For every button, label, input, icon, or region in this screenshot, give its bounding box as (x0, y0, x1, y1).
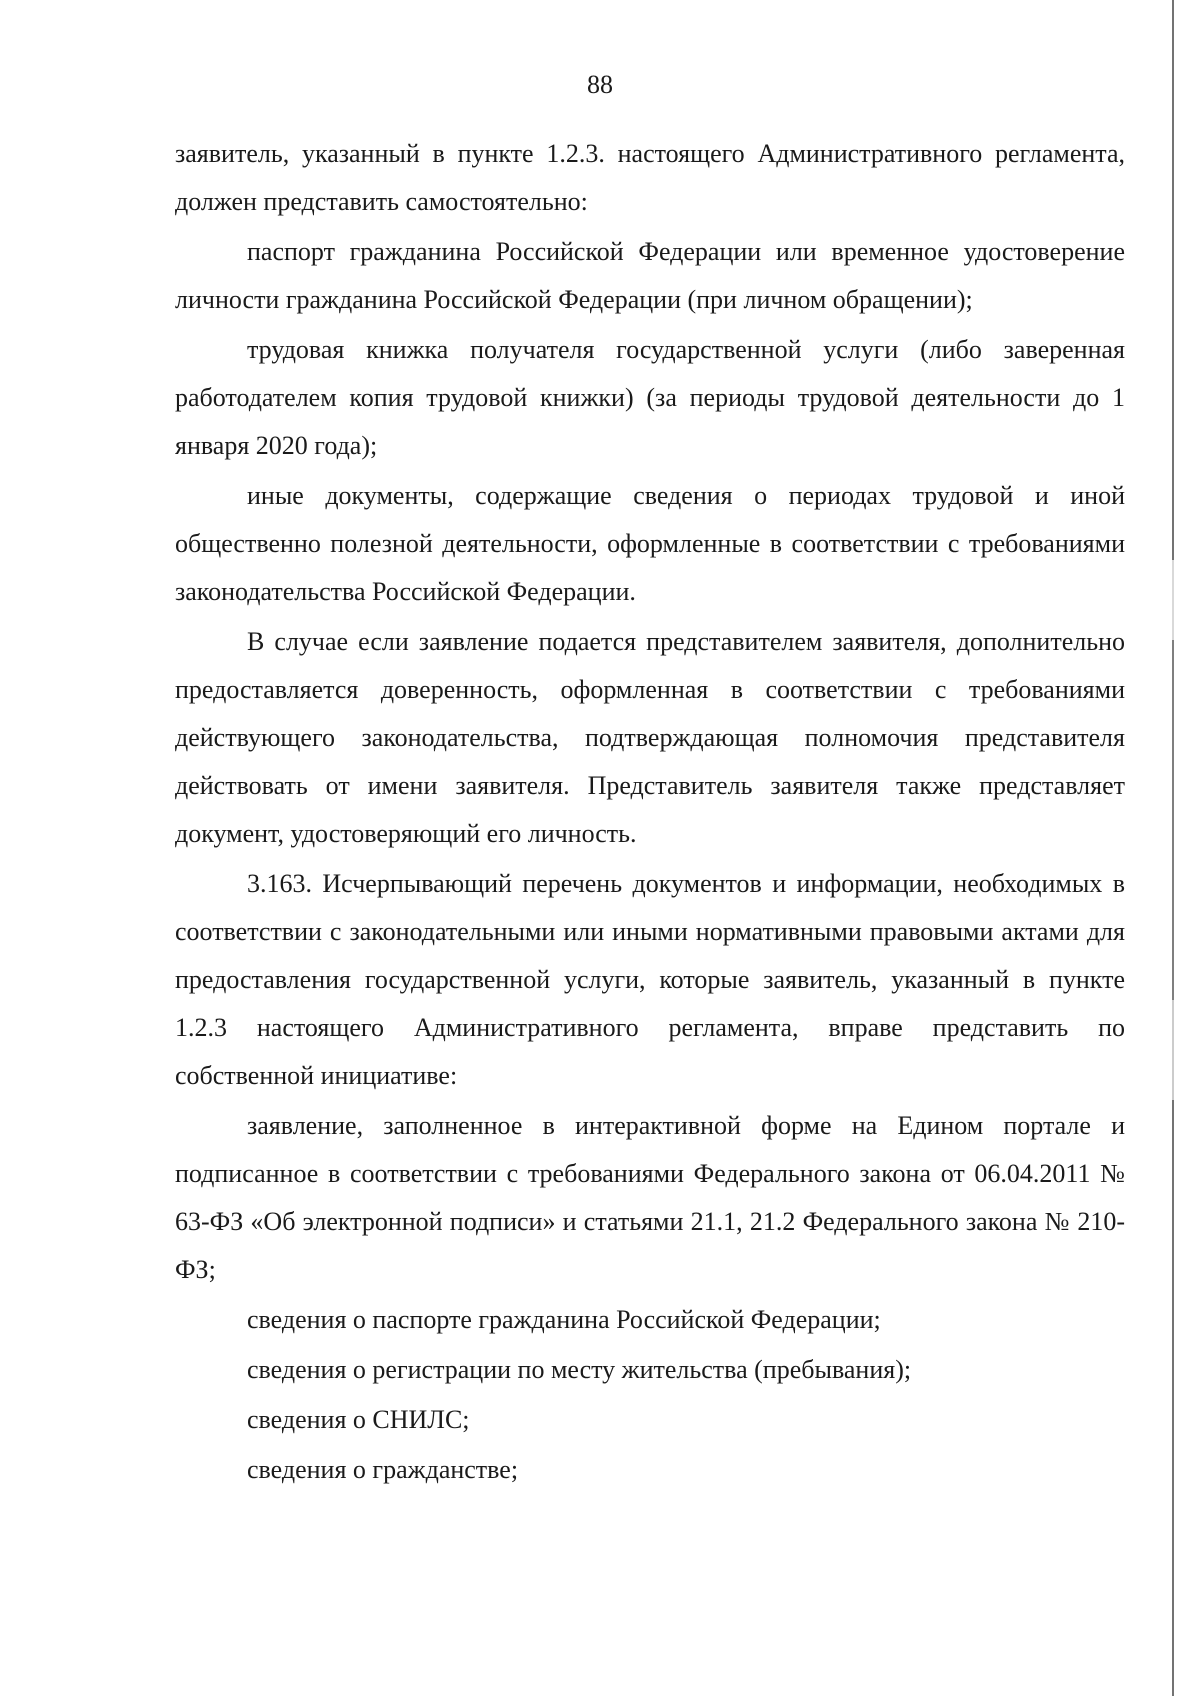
paragraph-registration-info: сведения о регистрации по месту жительства (пребывания); (247, 1355, 912, 1384)
paragraph-applicant-continuation: заявитель, указанный в пункте 1.2.3. настоящего Административного регламента, должен представить самостоятельно: (175, 139, 1125, 216)
paragraph-passport-info: сведения о паспорте гражданина Российской Федерации; (247, 1305, 881, 1334)
paragraph-citizenship-info: сведения о гражданстве; (247, 1455, 519, 1484)
paragraph-snils-info: сведения о СНИЛС; (247, 1405, 470, 1434)
page-number: 88 (587, 70, 613, 99)
scan-edge-line (1172, 0, 1174, 1696)
paragraph-representative: В случае если заявление подается представителем заявителя, дополнительно предоставляется доверенность, оформленная в соответствии с требованиями действующего законодательства, подтверждающая полномочия представителя действовать от имени заявителя. Представитель заявителя также представляет документ, удостоверяющий его личность. (175, 627, 1125, 848)
paragraph-passport: паспорт гражданина Российской Федерации или временное удостоверение личности гражданина Российской Федерации (при личном обращении); (175, 237, 1125, 314)
paragraph-other-documents: иные документы, содержащие сведения о периодах трудовой и иной общественно полезной деятельности, оформленные в соответствии с требованиями законодательства Российской Федерации. (175, 481, 1125, 606)
paragraph-3-163: 3.163. Исчерпывающий перечень документов и информации, необходимых в соответствии с законодательными или иными нормативными правовыми актами для предоставления государственной услуги, которые заявитель, указанный в пункте 1.2.3 настоящего Административного регламента, вправе представить по собственной инициативе: (175, 869, 1125, 1090)
paragraph-work-book: трудовая книжка получателя государственной услуги (либо заверенная работодателем копия трудовой книжки) (за периоды трудовой деятельности до 1 января 2020 года); (175, 335, 1125, 460)
paragraph-application-form: заявление, заполненное в интерактивной форме на Едином портале и подписанное в соответствии с требованиями Федерального закона от 06.04.2011 № 63-ФЗ «Об электронной подписи» и статьями 21.1, 21.2 Федерального закона № 210-ФЗ; (175, 1111, 1125, 1284)
document-body (175, 130, 1125, 1496)
